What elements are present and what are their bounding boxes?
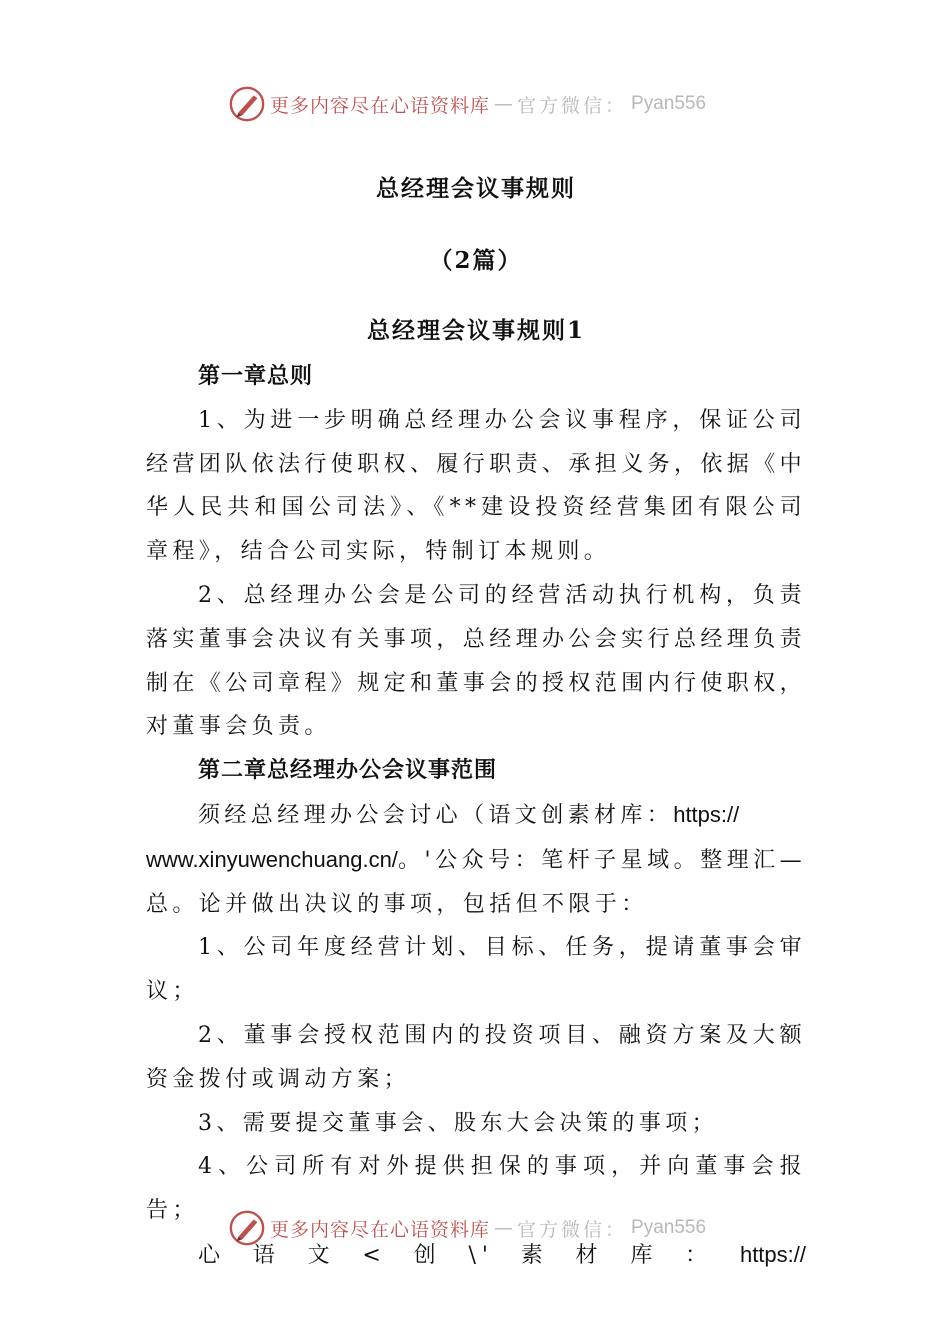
list-item: 2、董事会授权范围内的投资项目、融资方案及大额资金拨付或调动方案； (146, 1022, 806, 1092)
watermark-id: Pyan556 (631, 93, 707, 114)
paragraph-continuation (146, 838, 806, 927)
document-title: 总经理会议事规则 (376, 175, 576, 202)
watermark-dash: — (494, 1217, 514, 1239)
watermark-header (228, 82, 706, 126)
list-item: 3、需要提交董事会、股东大会决策的事项； (198, 1110, 718, 1136)
section-title: 总经理会议事规则1 (366, 317, 585, 344)
url-fragment: www.xinyuwenchuang.cn/ (146, 846, 398, 872)
paragraph: 1、为进一步明确总经理办公会议事程序，保证公司经营团队依法行使职权、履行职责、承担义务，依据《中华人民共和国公司法》、《**建设投资经营集团有限公司章程》，结合公司实际，特制订本规则。 (146, 407, 807, 565)
chapter-heading: 第一章总则 (198, 364, 314, 389)
paragraph (146, 793, 806, 926)
url-fragment: https:// (739, 1241, 806, 1267)
list-item: 1、公司年度经营计划、目标、任务，提请董事会审议； (146, 935, 806, 1005)
watermark-label: 官方微信： (517, 1218, 628, 1241)
list-item: 4、公司所有对外提供担保的事项，并向董事会报告； (146, 1154, 806, 1224)
watermark-label: 官方微信： (517, 94, 628, 117)
watermark-text: 更多内容尽在心语资料库 (270, 1218, 491, 1241)
chapter-heading: 第二章总经理办公会议事范围 (198, 758, 498, 784)
watermark-dash: — (494, 93, 514, 115)
watermark-id: Pyan556 (631, 1217, 707, 1238)
document-subtitle: （2篇） (429, 247, 523, 274)
paragraph-text: 。'公众号：笔杆子星域。整理汇—总。论并做出决议的事项，包括但不限于： (146, 847, 806, 917)
paragraph-text: 心语文<创\'素材库： (198, 1242, 740, 1268)
url-fragment: https:// (673, 801, 740, 827)
paragraph-text: 须经总经理办公会讨心（语文创素材库： (198, 802, 674, 828)
watermark-text: 更多内容尽在心语资料库 (270, 94, 491, 117)
pen-logo-icon (228, 85, 266, 123)
document-body (146, 355, 806, 1278)
watermark-footer (228, 1206, 706, 1250)
pen-logo-icon (228, 1209, 266, 1247)
paragraph: 2、总经理办公会是公司的经营活动执行机构，负责落实董事会决议有关事项，总经理办公会实行总经理负责制在《公司章程》规定和董事会的授权范围内行使职权，对董事会负责。 (146, 582, 807, 740)
